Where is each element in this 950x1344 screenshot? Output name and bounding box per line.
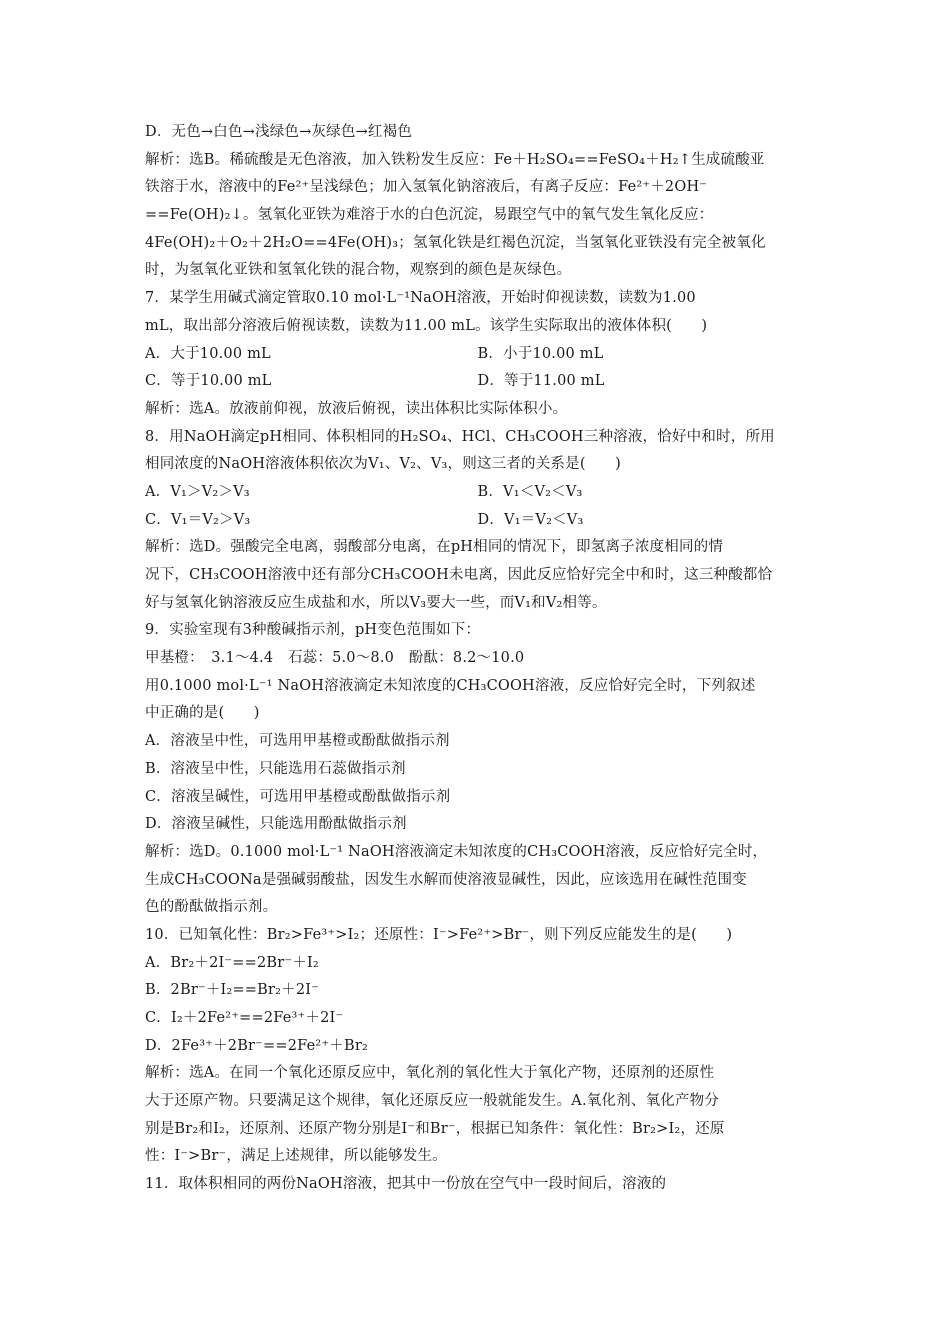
option-text: C．等于10.00 mL: [145, 373, 272, 390]
text-line: 9．实验室现有3种酸碱指示剂，pH变色范围如下：: [145, 622, 481, 639]
text-line: 甲基橙： 3.1～4.4 石蕊：5.0～8.0 酚酞：8.2～10.0: [145, 650, 525, 667]
text-line: mL，取出部分溶液后俯视读数，读数为11.00 mL。该学生实际取出的液体体积( ): [145, 317, 708, 334]
text-line: 况下，CH₃COOH溶液中还有部分CH₃COOH未电离，因此反应恰好完全中和时，这三种酸都恰: [145, 567, 773, 583]
document-text: [145, 119, 810, 1199]
text-line: 别是Br₂和I₂，还原剂、还原产物分别是I⁻和Br⁻，根据已知条件：氧化性：Br₂>I₂，还原: [145, 1120, 725, 1137]
text-line: 用0.1000 mol·L⁻¹ NaOH溶液滴定未知浓度的CH₃COOH溶液，反应恰好完全时，下列叙述: [145, 677, 756, 694]
text-line: D．无色→白色→浅绿色→灰绿色→红褐色: [145, 124, 413, 140]
option-text: B．V₁＜V₂＜V₃: [477, 483, 583, 500]
text-line: 10．已知氧化性：Br₂>Fe³⁺>I₂；还原性：I⁻>Fe²⁺>Br⁻，则下列反应能发生的是( ): [145, 926, 733, 943]
text-line: B．溶液呈中性，只能选用石蕊做指示剂: [145, 760, 406, 777]
text-line: B．2Br⁻＋I₂==Br₂＋2I⁻: [145, 982, 320, 999]
option-text: D．V₁＝V₂＜V₃: [477, 511, 584, 528]
text-line: 性：I⁻>Br⁻，满足上述规律，所以能够发生。: [145, 1148, 447, 1165]
option-text: A．大于10.00 mL: [145, 345, 271, 362]
text-line: 中正确的是( ): [145, 705, 260, 722]
text-line: 解析：选D。0.1000 mol·L⁻¹ NaOH溶液滴定未知浓度的CH₃COOH溶液，反应恰好完全时，: [145, 843, 768, 860]
option-row: [145, 479, 810, 507]
option-row: [145, 341, 810, 369]
option-text: A．V₁＞V₂＞V₃: [145, 483, 250, 500]
option-text: C．V₁＝V₂＞V₃: [145, 511, 251, 528]
option-row: [145, 368, 810, 396]
text-line: A．溶液呈中性，可选用甲基橙或酚酞做指示剂: [145, 733, 450, 750]
text-line: 8．用NaOH滴定pH相同、体积相同的H₂SO₄、HCl、CH₃COOH三种溶液，恰好中和时，所用: [145, 428, 775, 445]
text-line: 解析：选A。放液前仰视，放液后俯视，读出体积比实际体积小。: [145, 400, 568, 417]
text-line: 解析：选A。在同一个氧化还原反应中，氧化剂的氧化性大于氧化产物，还原剂的还原性: [145, 1065, 715, 1082]
option-row: [145, 507, 810, 535]
text-line: 解析：选B。稀硫酸是无色溶液，加入铁粉发生反应：Fe＋H₂SO₄==FeSO₄＋H₂↑生成硫酸亚: [145, 151, 765, 168]
text-line: D．2Fe³⁺＋2Br⁻==2Fe²⁺＋Br₂: [145, 1037, 368, 1054]
text-line: 解析：选D。强酸完全电离，弱酸部分电离，在pH相同的情况下，即氢离子浓度相同的情: [145, 539, 724, 556]
text-line: A．Br₂＋2I⁻==2Br⁻＋I₂: [145, 954, 319, 971]
text-line: C．溶液呈碱性，可选用甲基橙或酚酞做指示剂: [145, 788, 451, 805]
text-line: 4Fe(OH)₂＋O₂＋2H₂O==4Fe(OH)₃；氢氧化铁是红褐色沉淀，当氢氧化亚铁没有完全被氧化: [145, 234, 766, 251]
option-text: D．等于11.00 mL: [477, 373, 605, 390]
text-line: 11．取体积相同的两份NaOH溶液，把其中一份放在空气中一段时间后，溶液的: [145, 1176, 667, 1193]
text-line: 铁溶于水，溶液中的Fe²⁺呈浅绿色；加入氢氧化钠溶液后，有离子反应：Fe²⁺＋2OH⁻: [145, 179, 708, 196]
text-line: D．溶液呈碱性，只能选用酚酞做指示剂: [145, 816, 407, 833]
option-text: B．小于10.00 mL: [477, 345, 604, 362]
text-line: 相同浓度的NaOH溶液体积依次为V₁、V₂、V₃，则这三者的关系是( ): [145, 456, 621, 473]
text-line: 色的酚酞做指示剂。: [145, 899, 278, 916]
text-line: ==Fe(OH)₂↓。氢氧化亚铁为难溶于水的白色沉淀，易跟空气中的氧气发生氧化反应：: [145, 207, 714, 224]
text-line: C．I₂＋2Fe²⁺==2Fe³⁺＋2I⁻: [145, 1010, 344, 1026]
text-line: 生成CH₃COONa是强碱弱酸盐，因发生水解而使溶液显碱性，因此，应该选用在碱性范围变: [145, 871, 747, 888]
text-line: 大于还原产物。只要满足这个规律，氧化还原反应一般就能发生。A.氧化剂、氧化产物分: [145, 1093, 720, 1110]
text-line: 好与氢氧化钠溶液反应生成盐和水，所以V₃要大一些，而V₁和V₂相等。: [145, 594, 607, 611]
text-line: 7．某学生用碱式滴定管取0.10 mol·L⁻¹NaOH溶液，开始时仰视读数，读数为1.00: [145, 290, 696, 307]
text-line: 时，为氢氧化亚铁和氢氧化铁的混合物，观察到的颜色是灰绿色。: [145, 262, 572, 279]
